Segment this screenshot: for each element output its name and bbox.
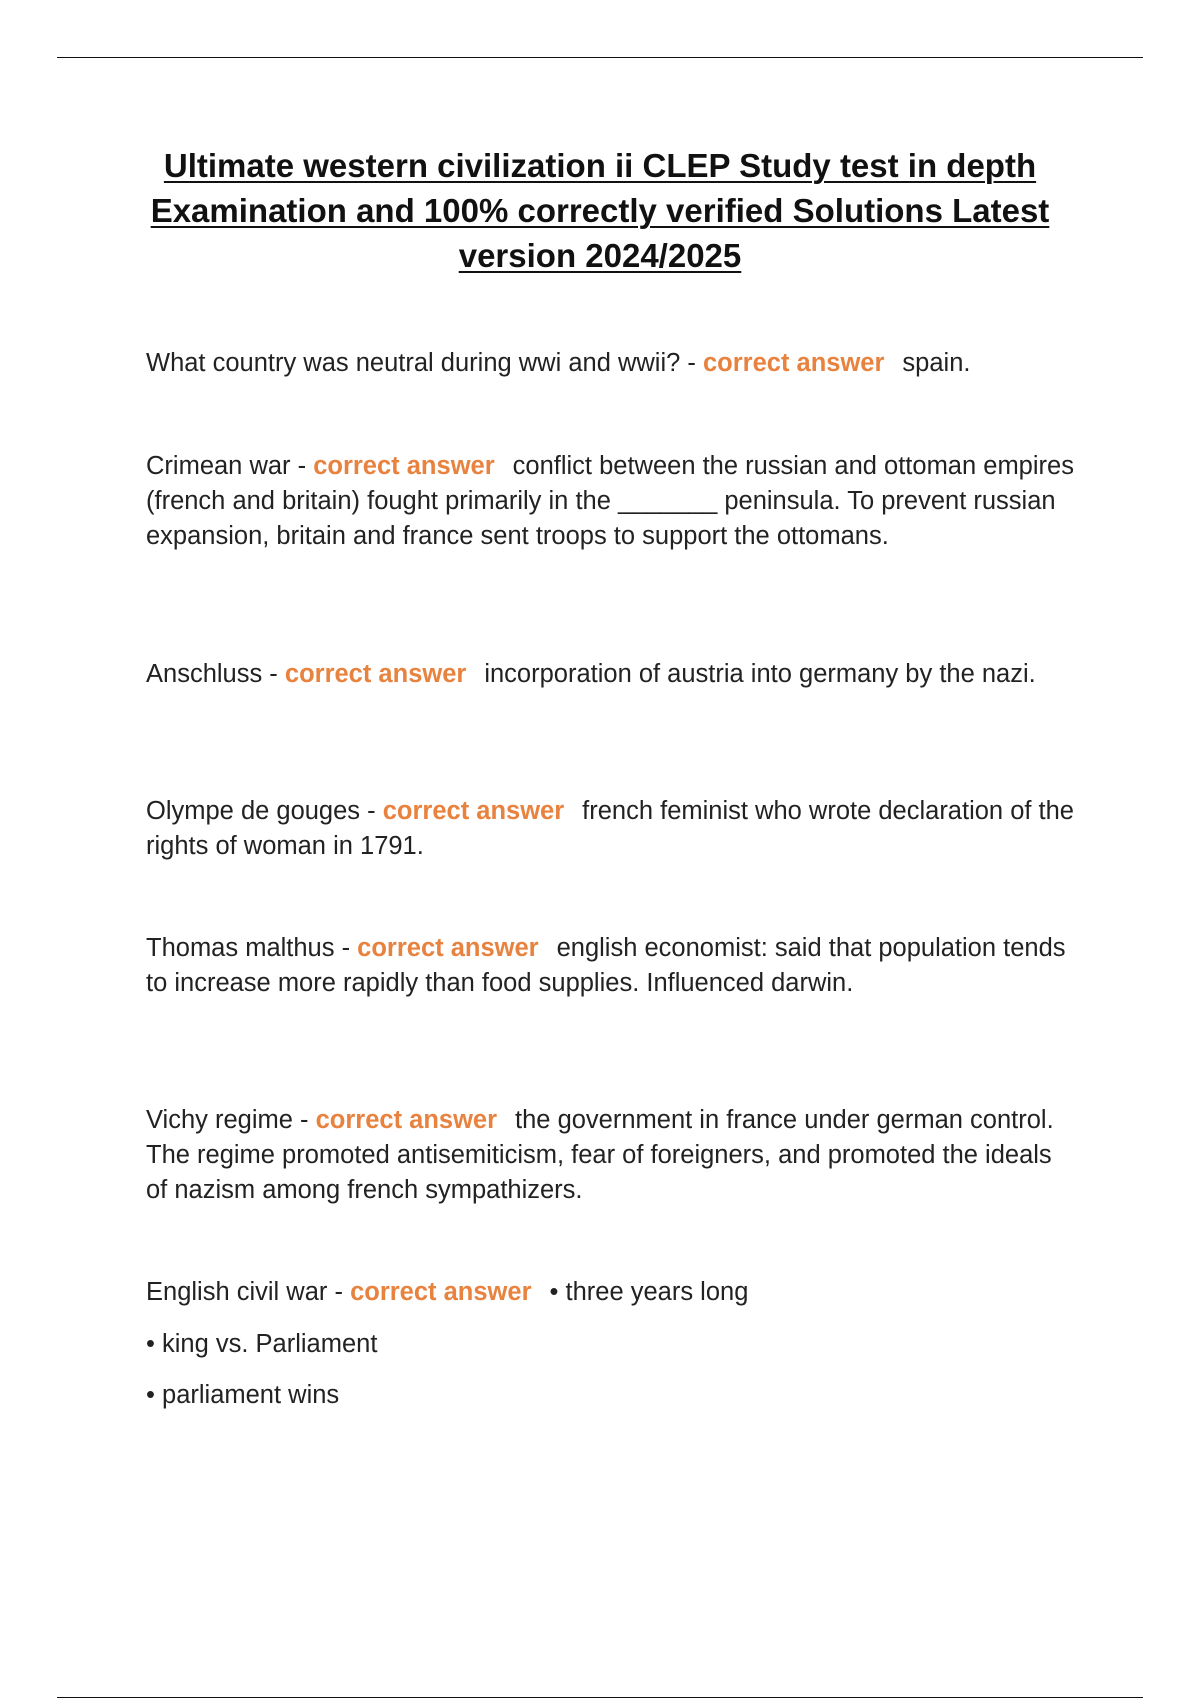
correct-answer-label: correct answer bbox=[350, 1278, 532, 1306]
document-title: Ultimate western civilization ii CLEP Study test in depth Examination and 100% correctly verified Solutions Latest version 2024/2025 bbox=[150, 147, 1050, 274]
correct-answer-label: correct answer bbox=[315, 1106, 498, 1134]
bottom-rule bbox=[57, 1697, 1143, 1698]
answer-text: conflict between the russian and ottoman empires (french and britain) fought primarily in the _______ peninsula. To prevent russian expansion, britain and france sent troops to support the ottomans. bbox=[146, 452, 1074, 550]
answer-text: english economist: said that population tends to increase more rapidly than food supplies. Influenced darwin. bbox=[146, 934, 1066, 997]
correct-answer-label: correct answer bbox=[284, 660, 467, 688]
question-text: Crimean war - bbox=[146, 452, 314, 480]
answer-text: spain. bbox=[902, 349, 971, 377]
qa-item bbox=[146, 1275, 1076, 1310]
bullet-item: • parliament wins bbox=[146, 1381, 340, 1409]
qa-item bbox=[146, 794, 1076, 864]
question-text: Anschluss - bbox=[146, 660, 285, 688]
qa-item bbox=[146, 1103, 1076, 1208]
question-text: Vichy regime - bbox=[146, 1106, 316, 1134]
question-text: What country was neutral during wwi and wwii? - bbox=[146, 349, 703, 377]
answer-text: • three years long bbox=[549, 1278, 749, 1306]
answer-text: french feminist who wrote declaration of the rights of woman in 1791. bbox=[146, 797, 1074, 860]
correct-answer-label: correct answer bbox=[313, 452, 495, 480]
correct-answer-label: correct answer bbox=[357, 934, 539, 962]
qa-item bbox=[146, 449, 1076, 554]
qa-item bbox=[146, 346, 1076, 381]
question-text: Olympe de gouges - bbox=[146, 797, 383, 825]
qa-item bbox=[146, 657, 1076, 692]
answer-text: incorporation of austria into germany by the nazi. bbox=[484, 660, 1036, 688]
qa-item bbox=[146, 931, 1076, 1001]
correct-answer-label: correct answer bbox=[702, 349, 885, 377]
answer-text: the government in france under german control. The regime promoted antisemiticism, fear of foreigners, and promoted the ideals of nazism among french sympathizers. bbox=[146, 1106, 1054, 1204]
bullet-item: • king vs. Parliament bbox=[146, 1330, 378, 1358]
correct-answer-label: correct answer bbox=[382, 797, 565, 825]
top-rule bbox=[57, 57, 1143, 58]
question-text: Thomas malthus - bbox=[146, 934, 358, 962]
question-text: English civil war - bbox=[146, 1278, 351, 1306]
